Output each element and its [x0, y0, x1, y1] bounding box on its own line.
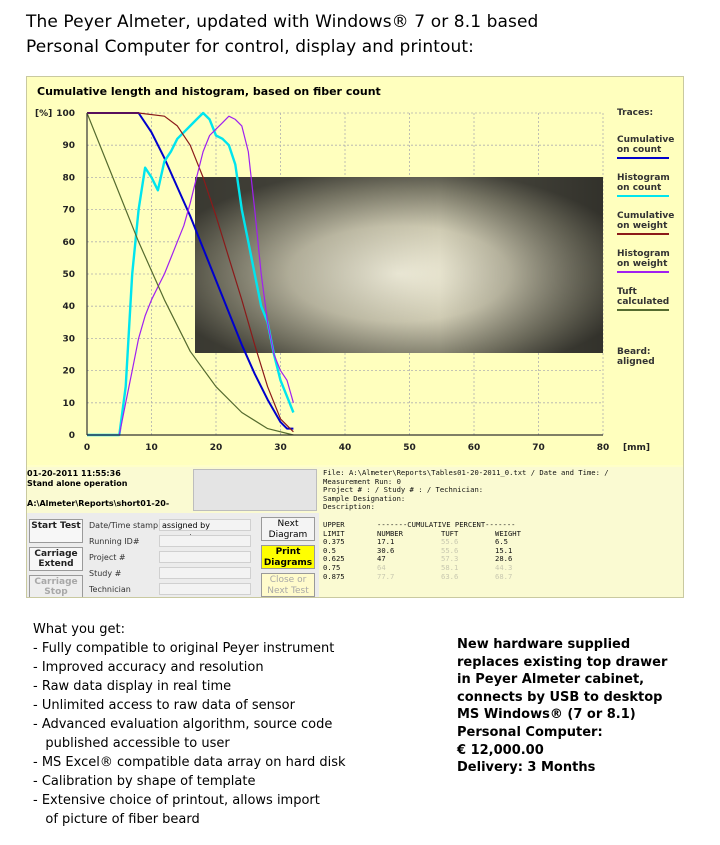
x-tick-label: 0 — [83, 443, 91, 453]
report-file-line: File: A:\Almeter\Reports\Tables01-20-2011_0.txt / Date and Time: / — [323, 468, 609, 477]
feature-item: - Advanced evaluation algorithm, source code — [33, 717, 333, 732]
report-cell: 28.6 — [495, 554, 513, 564]
y-tick-label: 20 — [62, 366, 75, 377]
report-cell: 0.375 — [323, 537, 345, 547]
offer-line: in Peyer Almeter cabinet, — [457, 672, 645, 688]
report-row — [323, 573, 684, 582]
report-cell: 77.7 — [377, 571, 395, 581]
status-info — [27, 469, 187, 509]
report-header-upper: UPPER — [323, 520, 345, 529]
report-cell: 58.1 — [441, 562, 459, 572]
x-tick-label: 50 — [403, 443, 416, 453]
report-project-line: Project # : / Study # : / Technician: — [323, 485, 484, 495]
legend-label-line-1: Histogram — [617, 249, 670, 259]
feature-item: - Unlimited access to raw data of sensor — [33, 698, 295, 713]
x-tick-label: 70 — [532, 443, 545, 453]
report-cell: 55.6 — [441, 545, 459, 555]
y-axis-label: [%] — [35, 109, 53, 119]
legend-label-line-2: calculated — [617, 297, 670, 307]
legend-label-line-1: Cumulative — [617, 135, 675, 145]
study-input[interactable] — [159, 567, 251, 579]
x-tick-label: 60 — [467, 443, 481, 453]
running-id-input[interactable] — [159, 535, 251, 547]
legend-label-line-2: on weight — [617, 221, 668, 231]
report-cell: 47 — [377, 554, 386, 564]
report-cell: 17.1 — [377, 537, 395, 547]
heading-line-1: The Peyer Almeter, updated with Windows® 7 or 8.1 based — [26, 12, 539, 32]
offer-details — [457, 636, 707, 777]
offer-line: connects by USB to desktop — [457, 689, 663, 705]
legend-item — [617, 173, 683, 197]
legend-swatch — [617, 157, 669, 159]
legend-swatch — [617, 271, 669, 273]
field-label-project: Project # — [89, 553, 126, 562]
traces-title: Traces: — [617, 108, 654, 118]
offer-line: Delivery: 3 Months — [457, 760, 596, 776]
y-tick-label: 50 — [62, 270, 75, 280]
report-cell: 55.6 — [441, 537, 459, 547]
report-cell: 64 — [377, 562, 386, 572]
feature-item: of picture of fiber beard — [33, 812, 200, 827]
x-axis-label: [mm] — [623, 443, 650, 453]
legend-swatch — [617, 233, 669, 235]
y-tick-label: 80 — [62, 173, 75, 184]
print-diagrams-button[interactable]: Print Diagrams — [261, 545, 315, 569]
offer-line: New hardware supplied — [457, 637, 631, 652]
feature-item: - Fully compatible to original Peyer instrument — [33, 641, 335, 656]
report-cell: 0.625 — [323, 554, 345, 564]
legend-item — [617, 135, 683, 159]
legend-label-line-2: aligned — [617, 357, 655, 367]
y-tick-label: 40 — [62, 302, 75, 313]
y-tick-label: 60 — [62, 237, 75, 248]
datetime-stamp-input[interactable]: assigned by — [159, 519, 251, 531]
feature-item: published accessible to user — [33, 736, 230, 751]
next-diagram-button[interactable]: Next Diagram — [261, 517, 315, 541]
almeter-software-screen — [26, 76, 684, 598]
y-tick-label: 70 — [62, 205, 75, 216]
close-next-test-button[interactable]: Close or Next Test — [261, 573, 315, 597]
report-col-tuft: TUFT — [441, 528, 459, 538]
report-cell: 63.6 — [441, 571, 459, 581]
chart-title: Cumulative length and histogram, based on fiber count — [37, 85, 381, 98]
datetime-text: 01-20-2011 11:55:36 — [27, 469, 121, 478]
feature-item: - Raw data display in real time — [33, 679, 232, 694]
y-tick-label: 0 — [68, 431, 75, 441]
test-form — [27, 513, 319, 598]
chart-panel — [27, 77, 684, 465]
report-table — [323, 521, 684, 581]
page-heading — [26, 10, 706, 60]
legend-swatch — [617, 309, 669, 311]
legend-label-line-1: Tuft — [617, 287, 637, 297]
x-tick-label: 80 — [596, 443, 610, 453]
report-col-limit: LIMIT — [323, 528, 345, 538]
report-cell: 0.75 — [323, 562, 341, 572]
fiber-beard-shade — [195, 177, 603, 353]
legend-item — [617, 211, 683, 235]
y-tick-label: 100 — [56, 109, 75, 119]
report-cell: 68.7 — [495, 571, 513, 581]
report-path-text: A:\Almeter\Reports\short01-20- — [27, 499, 170, 508]
legend-item — [617, 249, 683, 273]
report-cell: 44.3 — [495, 562, 513, 572]
x-tick-label: 20 — [209, 443, 223, 453]
legend-item — [617, 287, 683, 311]
legend-item — [617, 347, 683, 367]
report-cell: 6.5 — [495, 537, 508, 547]
report-cell: 30.6 — [377, 545, 395, 555]
legend-label-line-2: on count — [617, 145, 662, 155]
x-tick-label: 30 — [274, 443, 287, 453]
control-panel — [27, 467, 684, 598]
legend-label-line-1: Cumulative — [617, 211, 675, 221]
report-text — [323, 469, 684, 598]
offer-line: MS Windows® (7 or 8.1) — [457, 707, 636, 723]
y-tick-label: 10 — [62, 398, 75, 409]
x-tick-label: 10 — [145, 443, 158, 453]
features-list — [33, 620, 443, 829]
features-title: What you get: — [33, 622, 126, 637]
report-description: Description: — [323, 502, 375, 512]
report-cell: 57.3 — [441, 554, 459, 564]
field-label-running-id: Running ID# — [89, 537, 140, 546]
report-sample-designation: Sample Designation: — [323, 493, 406, 503]
legend-swatch — [617, 195, 669, 197]
carriage-extend-button[interactable]: Carriage Extend — [29, 547, 83, 571]
x-tick-label: 40 — [338, 443, 352, 453]
field-label-technician: Technician — [89, 585, 131, 594]
legend-label-line-2: on weight — [617, 259, 668, 269]
start-test-button[interactable]: Start Test — [29, 519, 83, 543]
y-tick-label: 30 — [62, 334, 75, 345]
heading-line-2: Personal Computer for control, display and printout: — [26, 37, 474, 57]
mode-text: Stand alone operation — [27, 479, 128, 488]
status-box — [193, 469, 317, 511]
report-col-number: NUMBER — [377, 528, 403, 538]
feature-item: - Extensive choice of printout, allows import — [33, 793, 320, 808]
field-label-study: Study # — [89, 569, 122, 578]
offer-line: Personal Computer: — [457, 724, 603, 740]
field-label-datetime: Date/Time stamp — [89, 521, 159, 530]
project-input[interactable] — [159, 551, 251, 563]
legend-label-line-1: Histogram — [617, 173, 670, 183]
report-measurement-run: Measurement Run: 0 — [323, 476, 401, 486]
feature-item: - Improved accuracy and resolution — [33, 660, 264, 675]
offer-line: replaces existing top drawer — [457, 654, 668, 670]
report-cell: 15.1 — [495, 545, 513, 555]
feature-item: - Calibration by shape of template — [33, 774, 256, 789]
legend-label-line-2: on count — [617, 183, 662, 193]
offer-line: € 12,000.00 — [457, 742, 544, 758]
chart — [27, 77, 684, 465]
feature-item: - MS Excel® compatible data array on hard disk — [33, 755, 346, 770]
carriage-stop-button[interactable]: Carriage Stop — [29, 575, 83, 598]
technician-input[interactable] — [159, 583, 251, 595]
report-cell: 0.875 — [323, 571, 345, 581]
legend-label-line-1: Beard: — [617, 347, 651, 357]
report-col-weight: WEIGHT — [495, 528, 521, 538]
report-cell: 0.5 — [323, 545, 336, 555]
report-header-cumulative: -------CUMULATIVE PERCENT------- — [377, 520, 516, 529]
y-tick-label: 90 — [62, 141, 75, 152]
